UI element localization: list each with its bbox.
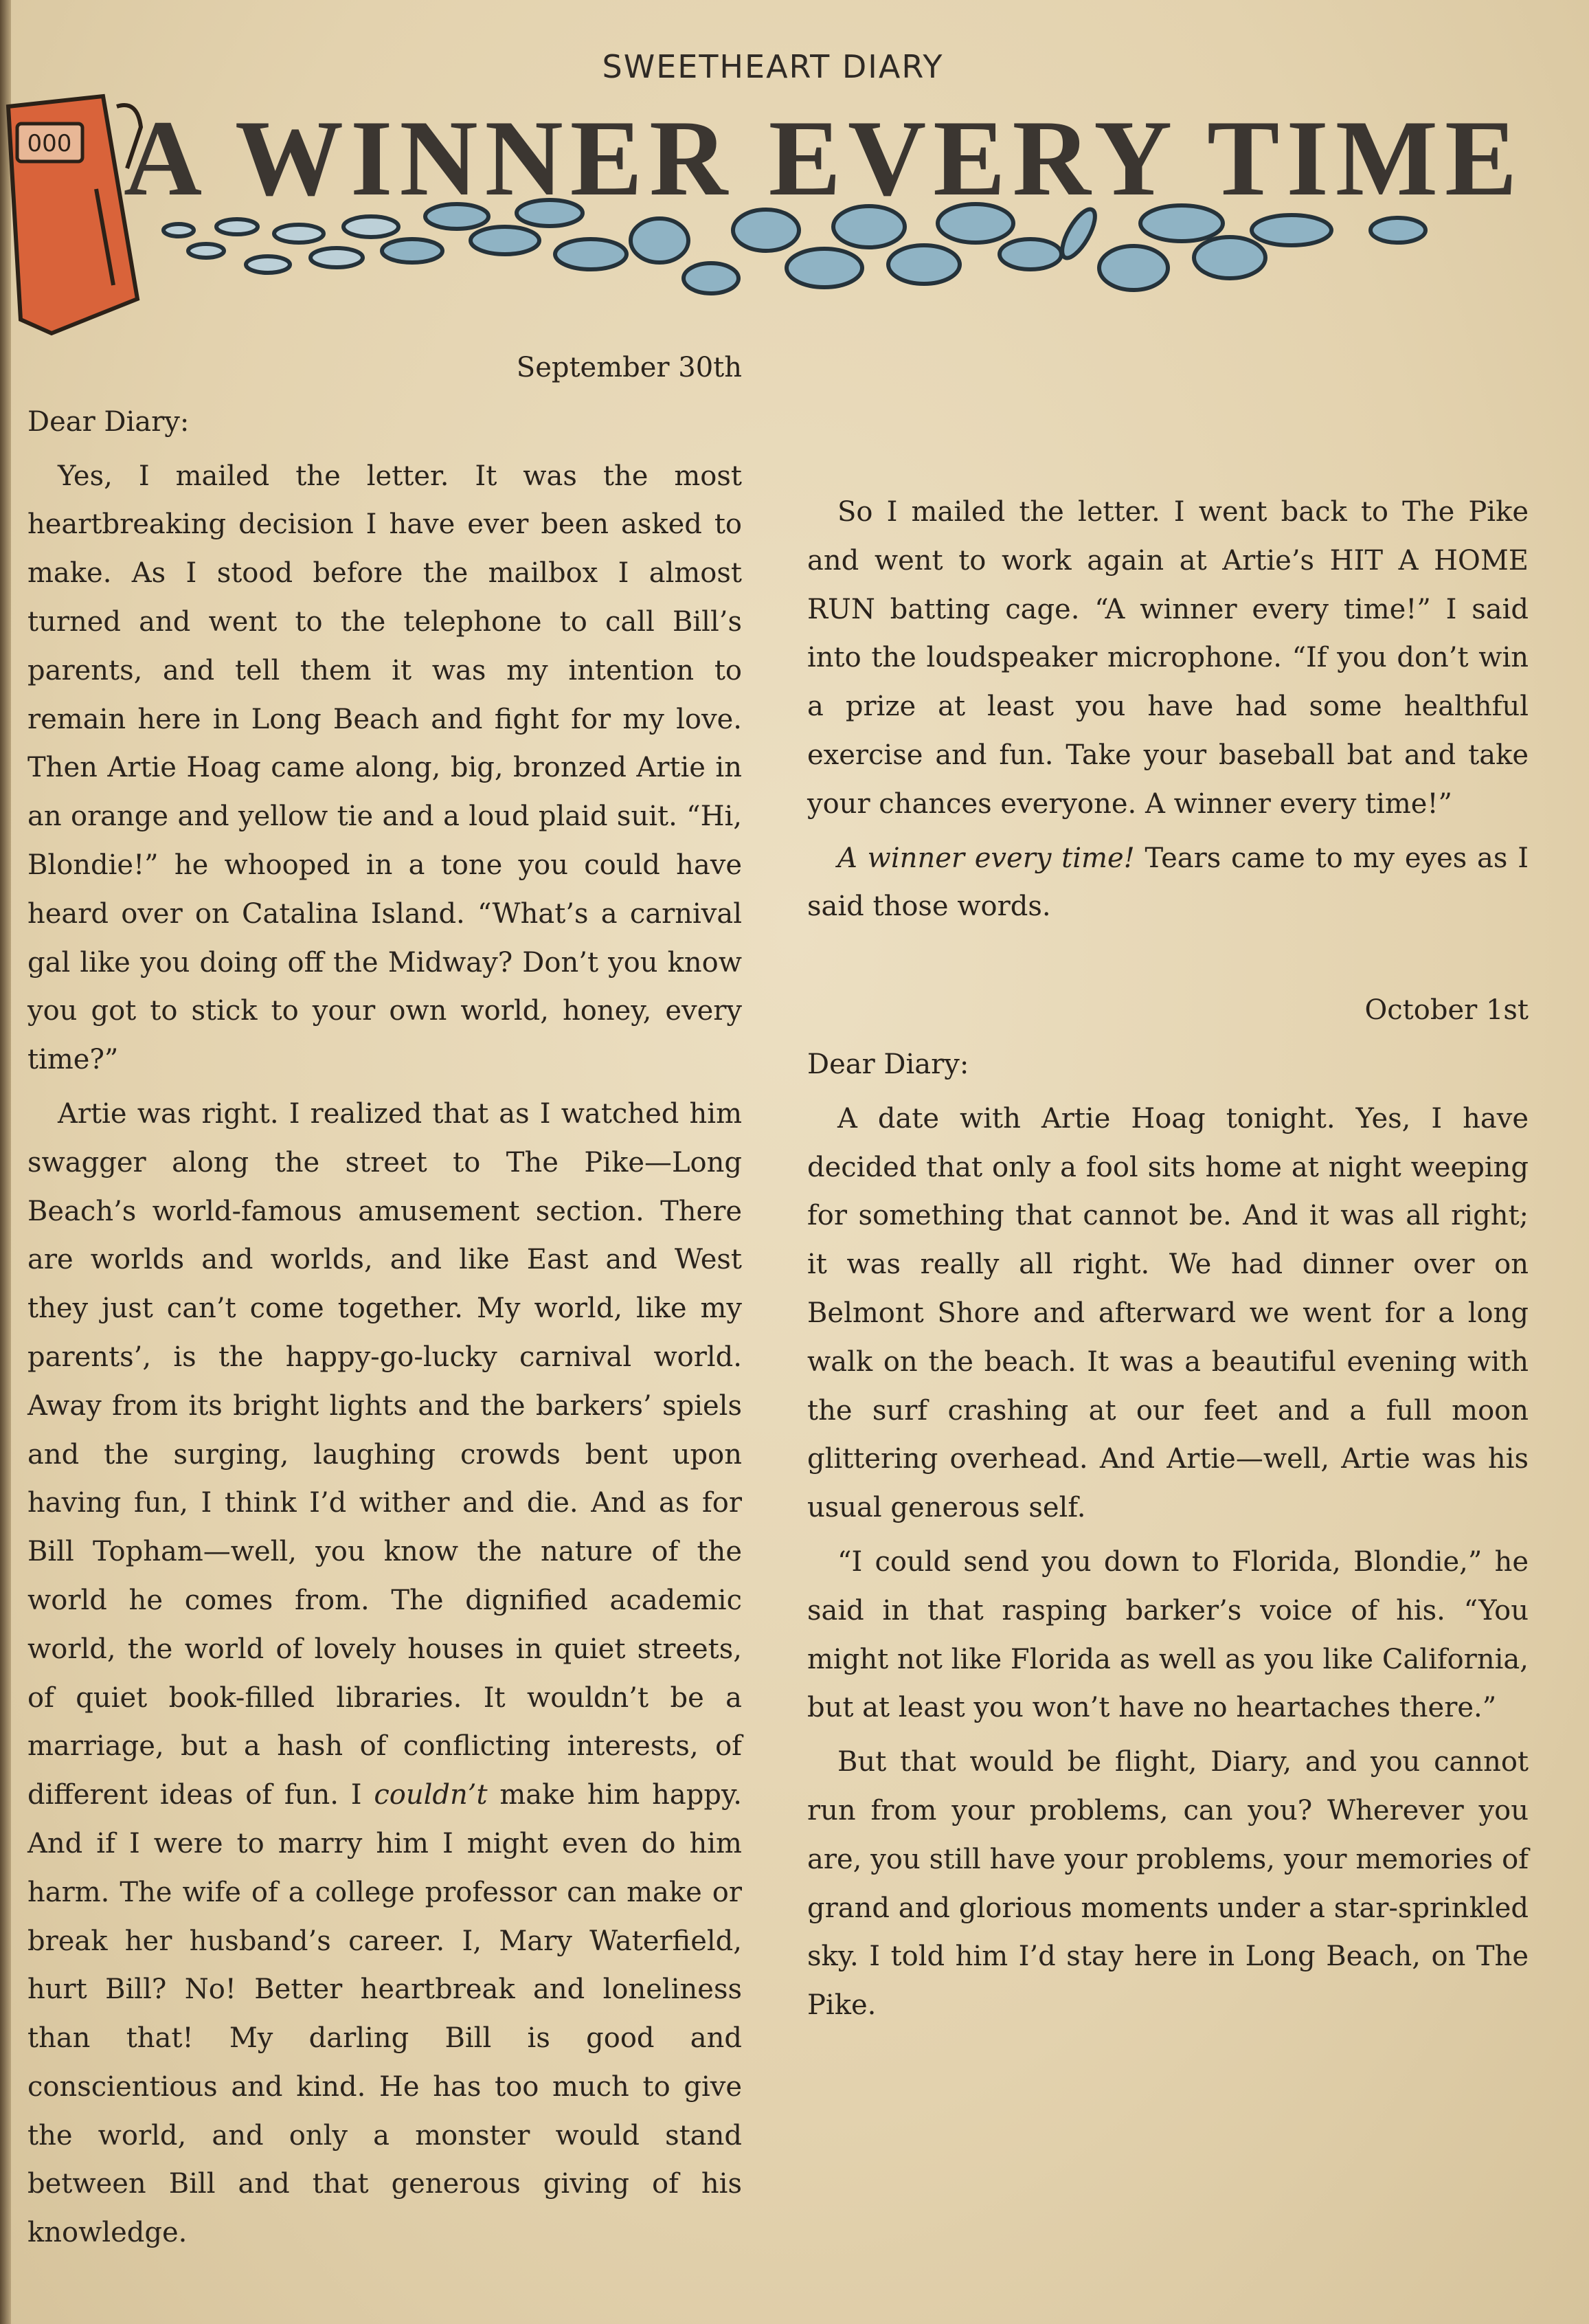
entry-salutation: Dear Diary: (27, 405, 190, 438)
entry-date: September 30th (516, 352, 742, 383)
emphasis-text: A winner every time! (837, 842, 1135, 874)
entry-paragraph: “I could send you down to Florida, Blondie,” he said in that rasping barker’s voice of his. “You might not like Florida as well as you like California, but at least you won’t have no heartaches there.” (807, 1545, 1529, 1724)
page-title: A WINNER EVERY TIME (124, 98, 1524, 219)
entry-date: October 1st (1364, 994, 1529, 1027)
column-right-content (807, 488, 1529, 2030)
emphasis-text: couldn’t (374, 1779, 488, 1811)
entry-paragraph: Artie was right. I realized that as I watched him swagger along the street to The Pike—Long Beach’s world-famous amusement section. There are worlds and worlds, and like East and West they just can’t come together. My world, like my parents’, is the happy-go-lucky carnival world. Away from its bright lights and the barkers’ spiels and the surging, laughing crowds bent upon having fun, I think I’d wither and die. And as for Bill Topham—well, you know the nature of the world he comes from. The dignified academic world, the world of lovely houses in quiet streets, of quiet book-filled libraries. It wouldn’t be a marriage, but a hash of conflicting interests, of different ideas of fun. I couldn’t make him happy. And if I were to marry him I might even do him harm. The wife of a college professor can make or break her husband’s career. I, Mary Waterfield, hurt Bill? No! Better heartbreak and loneliness than that! My darling Bill is good and conscientious and kind. He has too much to give the world, and only a monster would stand between Bill and that generous giving of his knowledge. (27, 1097, 742, 2249)
svg-text:000: 000 (27, 130, 72, 157)
column-left (27, 344, 742, 2257)
entry-salutation: Dear Diary: (807, 1048, 969, 1080)
coin-machine-icon (8, 96, 141, 333)
entry-paragraph: So I mailed the letter. I went back to The Pike and went to work again at Artie’s HIT A HOME RUN batting cage. “A winner every time!” I said into the loudspeaker microphone. “If you don’t win a prize at least you have had some healthful exercise and fun. Take your baseball bat and take your chances everyone. A winner every time!” (807, 496, 1529, 820)
entry-paragraph: A date with Artie Hoag tonight. Yes, I have decided that only a fool sits home at night weeping for something that cannot be. And it was all right; it was really all right. We had dinner over on Belmont Shore and afterward we went for a long walk on the beach. It was a beautiful evening with the surf crashing at our feet and a full moon glittering overhead. And Artie—well, Artie was his usual generous self. (807, 1102, 1529, 1524)
page-binding-edge (0, 0, 11, 2324)
entry-paragraph: But that would be flight, Diary, and you cannot run from your problems, can you? Wherever you are, you still have your problems, your memories of grand and glorious moments under a star-sprinkled sky. I told him I’d stay here in Long Beach, on The Pike. (807, 1746, 1529, 2022)
entry-paragraph: A winner every time! Tears came to my eyes as I said those words. (807, 842, 1529, 923)
section-kicker: SWEETHEART DIARY (602, 48, 944, 85)
entry-paragraph: Yes, I mailed the letter. It was the most heartbreaking decision I have ever been asked to make. As I stood before the mailbox I almost turned and went to the telephone to call Bill’s parents, and tell them it was my intention to remain here in Long Beach and fight for my love. Then Artie Hoag came along, big, bronzed Artie in an orange and yellow tie and a loud plaid suit. “Hi, Blondie!” he whooped in a tone you could have heard over on Catalina Island. “What’s a carnival gal like you doing off the Midway? Don’t you know you got to stick to your own world, honey, every time?” (27, 460, 742, 1076)
